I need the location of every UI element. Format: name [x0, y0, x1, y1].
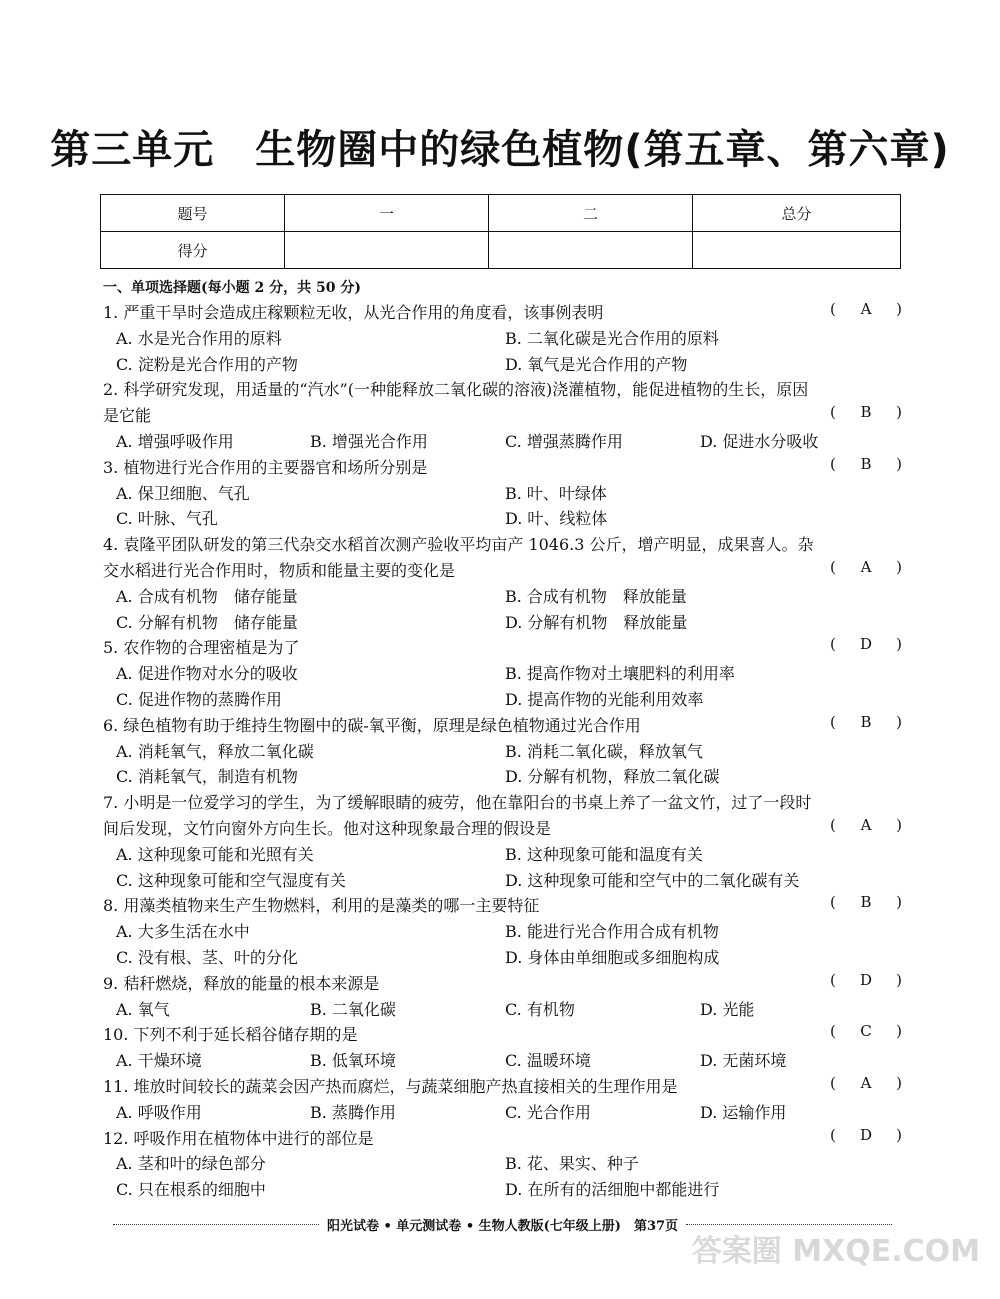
option: C. 没有根、茎、叶的分化 — [116, 948, 298, 967]
question-text: 间后发现，文竹向窗外方向生长。他对这种现象最合理的假设是 — [103, 819, 552, 838]
question-text: 5. 农作物的合理密植是为了 — [103, 638, 300, 658]
question-text: 9. 秸秆燃烧，释放的能量的根本来源是 — [103, 973, 380, 993]
question-text: 2. 科学研究发现，用适量的“汽水”(一种能释放二氧化碳的溶液)浇灌植物，能促进植物的生长，原因 — [103, 380, 809, 400]
bracket-open: ( — [830, 816, 836, 834]
option: A. 呼吸作用 — [116, 1102, 202, 1122]
option: B. 这种现象可能和温度有关 — [505, 844, 703, 864]
score-cell[interactable] — [489, 232, 693, 269]
option: A. 茎和叶的绿色部分 — [116, 1154, 266, 1174]
answer-bracket — [830, 455, 902, 473]
bracket-open: ( — [830, 635, 836, 654]
question-text: 10. 下列不利于延长稻谷储存期的是 — [103, 1025, 358, 1045]
option: D. 分解有机物，释放二氧化碳 — [505, 767, 720, 787]
option: D. 促进水分吸收 — [700, 432, 819, 451]
answer-letter: A — [860, 816, 872, 834]
bracket-close: ) — [896, 712, 902, 731]
option: C. 分解有机物 储存能量 — [116, 612, 298, 632]
answer-bracket — [830, 713, 902, 731]
option: C. 促进作物的蒸腾作用 — [116, 690, 282, 709]
answer-letter: A — [860, 300, 872, 318]
score-header-cell: 总分 — [693, 195, 901, 232]
option: D. 身体由单细胞或多细胞构成 — [505, 948, 720, 967]
option: B. 提高作物对土壤肥料的利用率 — [505, 664, 735, 684]
footer-text: 阳光试卷 • 单元测试卷 • 生物人教版(七年级上册) 第37页 — [326, 1218, 679, 1234]
question-text: 交水稻进行光合作用时，物质和能量主要的变化是 — [103, 561, 456, 580]
answer-letter: B — [860, 893, 872, 912]
score-cell[interactable] — [285, 232, 489, 269]
score-header-cell: 一 — [285, 195, 489, 232]
option: B. 叶、叶绿体 — [505, 483, 607, 503]
option: A. 大多生活在水中 — [116, 922, 250, 942]
option: C. 消耗氧气，制造有机物 — [116, 767, 298, 787]
option: C. 光合作用 — [505, 1102, 591, 1122]
option: A. 促进作物对水分的吸收 — [116, 664, 298, 684]
footer-dots-right — [686, 1224, 892, 1225]
option: A. 合成有机物 储存能量 — [116, 586, 298, 606]
option: C. 温暖环境 — [505, 1051, 591, 1071]
option: C. 叶脉、气孔 — [116, 509, 218, 529]
option: B. 二氧化碳是光合作用的原料 — [505, 328, 719, 348]
option: C. 只在根系的细胞中 — [116, 1180, 266, 1200]
option: D. 提高作物的光能利用效率 — [505, 690, 704, 709]
score-table — [100, 194, 901, 269]
bracket-open: ( — [830, 893, 836, 912]
question-text: 8. 用藻类植物来生产生物燃料，利用的是藻类的哪一主要特征 — [103, 896, 540, 916]
bracket-close: ) — [896, 454, 902, 473]
question-text: 1. 严重干旱时会造成庄稼颗粒无收，从光合作用的角度看，该事例表明 — [103, 303, 604, 322]
bracket-close: ) — [896, 893, 902, 912]
answer-letter: A — [860, 558, 872, 576]
question-text: 11. 堆放时间较长的蔬菜会因产热而腐烂，与蔬菜细胞产热直接相关的生理作用是 — [103, 1077, 678, 1096]
bracket-close: ) — [896, 635, 902, 654]
bracket-close: ) — [896, 403, 902, 422]
section-heading: 一、单项选择题(每小题 2 分，共 50 分) — [103, 280, 361, 296]
bracket-open: ( — [830, 558, 836, 576]
option: C. 有机物 — [505, 999, 575, 1019]
option: D. 分解有机物 释放能量 — [505, 612, 688, 632]
option: B. 消耗二氧化碳，释放氧气 — [505, 741, 703, 761]
bracket-close: ) — [896, 1125, 902, 1144]
option: D. 运输作用 — [700, 1102, 787, 1122]
answer-bracket — [830, 1074, 902, 1092]
answer-bracket — [830, 893, 902, 911]
answer-letter: B — [860, 454, 872, 473]
answer-letter: D — [859, 635, 873, 654]
answer-bracket — [830, 1126, 902, 1144]
bracket-open: ( — [830, 970, 836, 989]
option: B. 低氧环境 — [310, 1051, 396, 1071]
bracket-open: ( — [830, 1074, 836, 1092]
footer-dots-left — [113, 1224, 319, 1225]
option: A. 水是光合作用的原料 — [116, 328, 282, 348]
bracket-close: ) — [896, 558, 902, 576]
question-text: 12. 呼吸作用在植物体中进行的部位是 — [103, 1128, 374, 1148]
bracket-open: ( — [830, 1022, 836, 1041]
page-footer — [105, 1213, 900, 1235]
option: C. 淀粉是光合作用的产物 — [116, 354, 298, 374]
bracket-close: ) — [896, 1022, 902, 1041]
option: D. 无菌环境 — [700, 1051, 787, 1071]
option: B. 增强光合作用 — [310, 432, 428, 451]
page-title: 第三单元 生物圈中的绿色植物(第五章、第六章) — [50, 127, 950, 173]
answer-letter: D — [859, 1125, 873, 1144]
option: D. 这种现象可能和空气中的二氧化碳有关 — [505, 870, 800, 890]
answer-bracket — [830, 635, 902, 653]
option: A. 消耗氧气，释放二氧化碳 — [116, 741, 314, 761]
answer-letter: B — [860, 403, 872, 422]
question-text: 3. 植物进行光合作用的主要器官和场所分别是 — [103, 457, 428, 477]
answer-letter: B — [860, 712, 872, 731]
option: B. 蒸腾作用 — [310, 1102, 396, 1122]
bracket-open: ( — [830, 712, 836, 731]
score-header-cell: 二 — [489, 195, 693, 232]
watermark: 答案圈 MXQE.COM — [691, 1234, 980, 1269]
option: D. 在所有的活细胞中都能进行 — [505, 1180, 720, 1200]
answer-bracket — [830, 1022, 902, 1040]
option: B. 二氧化碳 — [310, 999, 396, 1019]
option: A. 增强呼吸作用 — [116, 432, 234, 451]
option: C. 这种现象可能和空气湿度有关 — [116, 870, 346, 890]
option: D. 光能 — [700, 999, 755, 1019]
option: A. 保卫细胞、气孔 — [116, 483, 250, 503]
answer-bracket — [830, 403, 902, 421]
answer-bracket — [830, 300, 902, 318]
answer-bracket — [830, 816, 902, 834]
score-cell[interactable] — [693, 232, 901, 269]
bracket-open: ( — [830, 403, 836, 422]
bracket-open: ( — [830, 1125, 836, 1144]
option: D. 氧气是光合作用的产物 — [505, 354, 688, 374]
question-text: 是它能 — [103, 406, 152, 426]
option: B. 能进行光合作用合成有机物 — [505, 922, 719, 942]
option: A. 干燥环境 — [116, 1051, 202, 1071]
bracket-open: ( — [830, 454, 836, 473]
option: C. 增强蒸腾作用 — [505, 432, 623, 451]
bracket-close: ) — [896, 970, 902, 989]
bracket-close: ) — [896, 816, 902, 834]
option: D. 叶、线粒体 — [505, 509, 608, 529]
question-text: 7. 小明是一位爱学习的学生，为了缓解眼睛的疲劳，他在靠阳台的书桌上养了一盆文竹，过了一段时 — [103, 793, 812, 813]
score-header-cell: 题号 — [101, 195, 285, 232]
bracket-close: ) — [896, 300, 902, 318]
option: B. 合成有机物 释放能量 — [505, 586, 687, 606]
bracket-close: ) — [896, 1074, 902, 1092]
answer-bracket — [830, 558, 902, 576]
option: A. 这种现象可能和光照有关 — [116, 844, 314, 864]
answer-bracket — [830, 971, 902, 989]
answer-letter: D — [859, 970, 873, 989]
answer-letter: A — [860, 1074, 872, 1092]
score-row-label: 得分 — [101, 232, 285, 269]
question-text: 4. 袁隆平团队研发的第三代杂交水稻首次测产验收平均亩产 1046.3 公斤，增产明显，成果喜人。杂 — [103, 535, 814, 555]
bracket-open: ( — [830, 300, 836, 318]
question-text: 6. 绿色植物有助于维持生物圈中的碳-氧平衡，原理是绿色植物通过光合作用 — [103, 715, 641, 735]
option: B. 花、果实、种子 — [505, 1154, 639, 1174]
answer-letter: C — [860, 1022, 872, 1041]
option: A. 氧气 — [116, 999, 170, 1019]
